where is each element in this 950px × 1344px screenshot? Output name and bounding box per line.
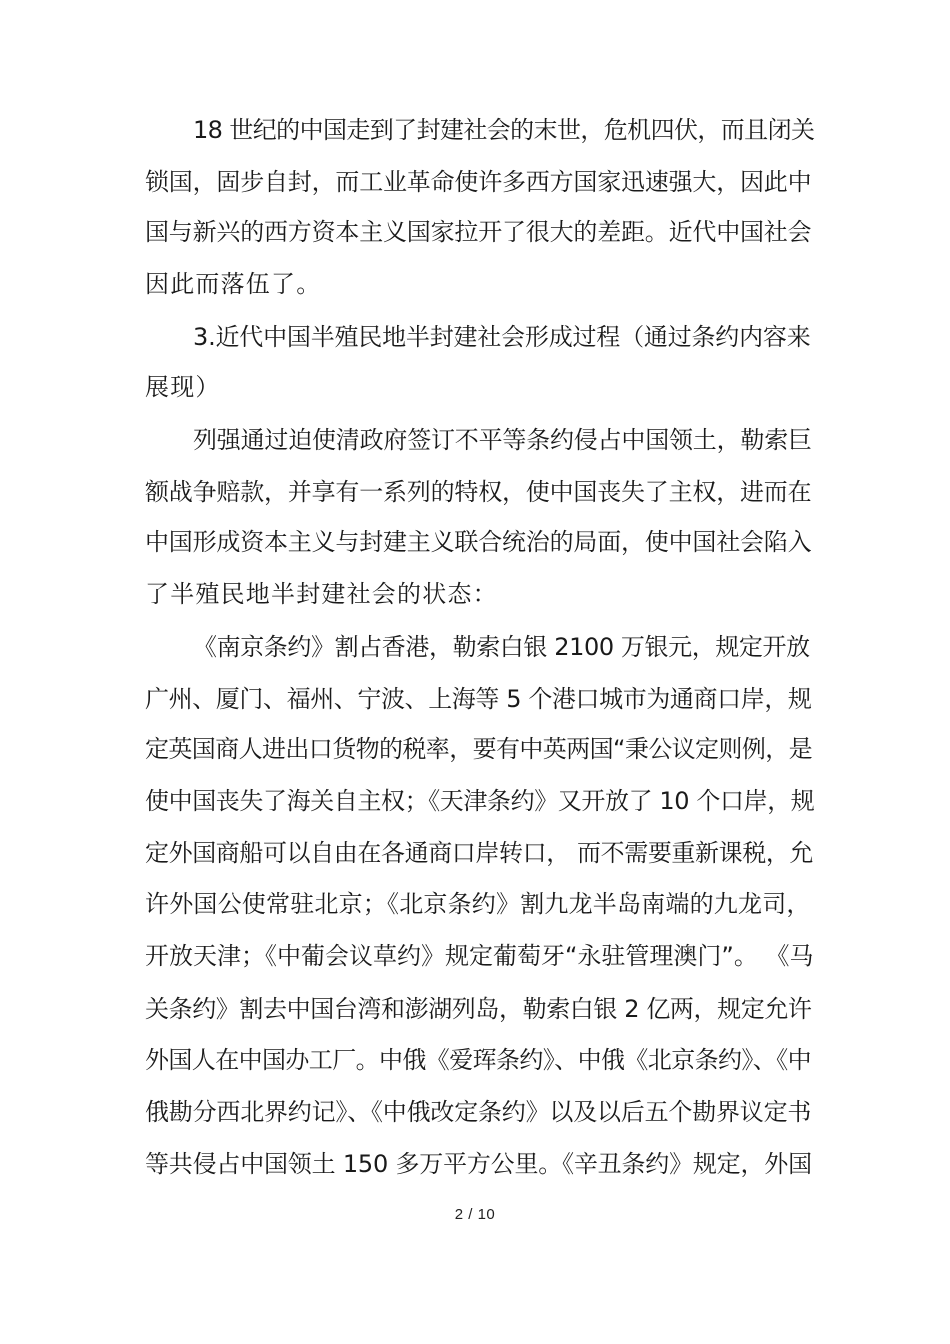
paragraph-3-line-2: 广州、厦门、福州、宁波、上海等 5 个港口城市为通商口岸，规 [145,685,812,713]
paragraph-3-line-3: 定英国商人进出口货物的税率，要有中英两国“秉公议定则例，是 [145,735,813,763]
paragraph-2-line-1: 列强通过迫使清政府签订不平等条约侵占中国领土，勒索巨 [193,426,812,454]
paragraph-3-line-4: 使中国丧失了海关自主权；《天津条约》又开放了 10 个口岸，规 [145,787,815,815]
paragraph-3-line-6: 许外国公使常驻北京；《北京条约》割九龙半岛南端的九龙司， [145,890,811,918]
section-heading-line-2: 展现） [145,373,221,401]
paragraph-3-line-8: 关条约》割去中国台湾和澎湖列岛，勒索白银 2 亿两，规定允许 [145,995,812,1023]
page-number: 2 / 10 [454,1206,496,1223]
paragraph-1-line-4: 因此而落伍了。 [145,270,322,298]
section-heading-line-1: 3.近代中国半殖民地半封建社会形成过程（通过条约内容来 [193,323,811,351]
paragraph-3-line-11: 等共侵占中国领土 150 多万平方公里。《辛丑条约》规定，外国 [145,1150,812,1178]
paragraph-3-line-1: 《南京条约》割占香港，勒索白银 2100 万银元，规定开放 [193,633,810,661]
paragraph-2-line-4: 了半殖民地半封建社会的状态： [145,580,498,608]
paragraph-2-line-2: 额战争赔款，并享有一系列的特权，使中国丧失了主权，进而在 [145,478,812,506]
paragraph-3-line-7: 开放天津；《中葡会议草约》规定葡萄牙“永驻管理澳门”。 《马 [145,942,814,970]
paragraph-1-line-2: 锁国，固步自封，而工业革命使许多西方国家迅速强大，因此中 [145,168,812,196]
paragraph-3-line-10: 俄勘分西北界约记》、《中俄改定条约》以及以后五个勘界议定书 [145,1098,812,1126]
paragraph-3-line-5: 定外国商船可以自由在各通商口岸转口， 而不需要重新课税，允 [145,839,814,867]
paragraph-1-line-1: 18 世纪的中国走到了封建社会的末世，危机四伏，而且闭关 [193,116,815,144]
paragraph-3-line-9: 外国人在中国办工厂。中俄《爱珲条约》、中俄《北京条约》、《中 [145,1046,811,1074]
paragraph-1-line-3: 国与新兴的西方资本主义国家拉开了很大的差距。近代中国社会 [145,218,812,246]
paragraph-2-line-3: 中国形成资本主义与封建主义联合统治的局面，使中国社会陷入 [145,528,812,556]
